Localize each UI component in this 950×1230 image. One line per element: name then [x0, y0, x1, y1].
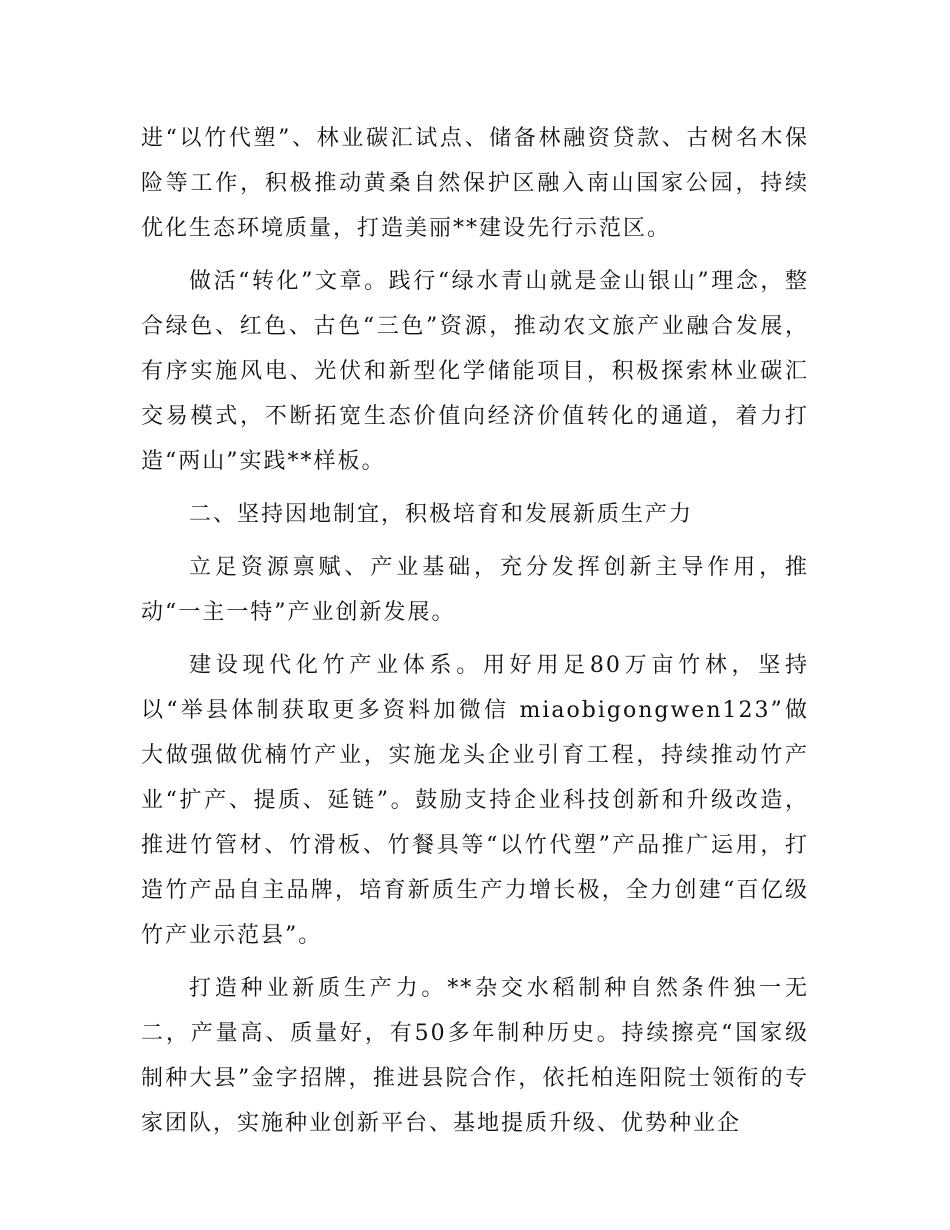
paragraph-bamboo-industry: 建设现代化竹产业体系。用好用足80万亩竹林，坚持以“举县体制获取更多资料加微信 miaobigongwen123”做大做强做优楠竹产业，实施龙头企业引育工程，持续推动竹产业“扩产、提质、延链”。鼓励支持企业科技创新和升级改造，推进竹管材、竹滑板、竹餐具等“以竹代塑”产品推广运用，打造竹产品自主品牌，培育新质生产力增长极，全力创建“百亿级竹产业示范县”。 [141, 653, 809, 948]
paragraph-intro: 立足资源禀赋、产业基础，充分发挥创新主导作用，推动“一主一特”产业创新发展。 [141, 555, 809, 625]
paragraph-continuation: 进“以竹代塑”、林业碳汇试点、储备林融资贷款、古树名木保险等工作，积极推动黄桑自然保护区融入南山国家公园，持续优化生态环境质量，打造美丽**建设先行示范区。 [141, 126, 809, 241]
paragraph-seed-industry: 打造种业新质生产力。**杂交水稻制种自然条件独一无二，产量高、质量好，有50多年制种历史。持续擦亮“国家级制种大县”金字招牌，推进县院合作，依托柏连阳院士领衔的专家团队，实施种业创新平台、基地提质升级、优势种业企 [141, 976, 809, 1136]
section-heading: 二、坚持因地制宜，积极培育和发展新质生产力 [189, 502, 694, 527]
paragraph-transformation: 做活“转化”文章。践行“绿水青山就是金山银山”理念，整合绿色、红色、古色“三色”资源，推动农文旅产业融合发展，有序实施风电、光伏和新型化学储能项目，积极探索林业碳汇交易模式，不断拓宽生态价值向经济价值转化的通道，着力打造“两山”实践**样板。 [141, 269, 809, 474]
document-body [141, 116, 809, 1154]
